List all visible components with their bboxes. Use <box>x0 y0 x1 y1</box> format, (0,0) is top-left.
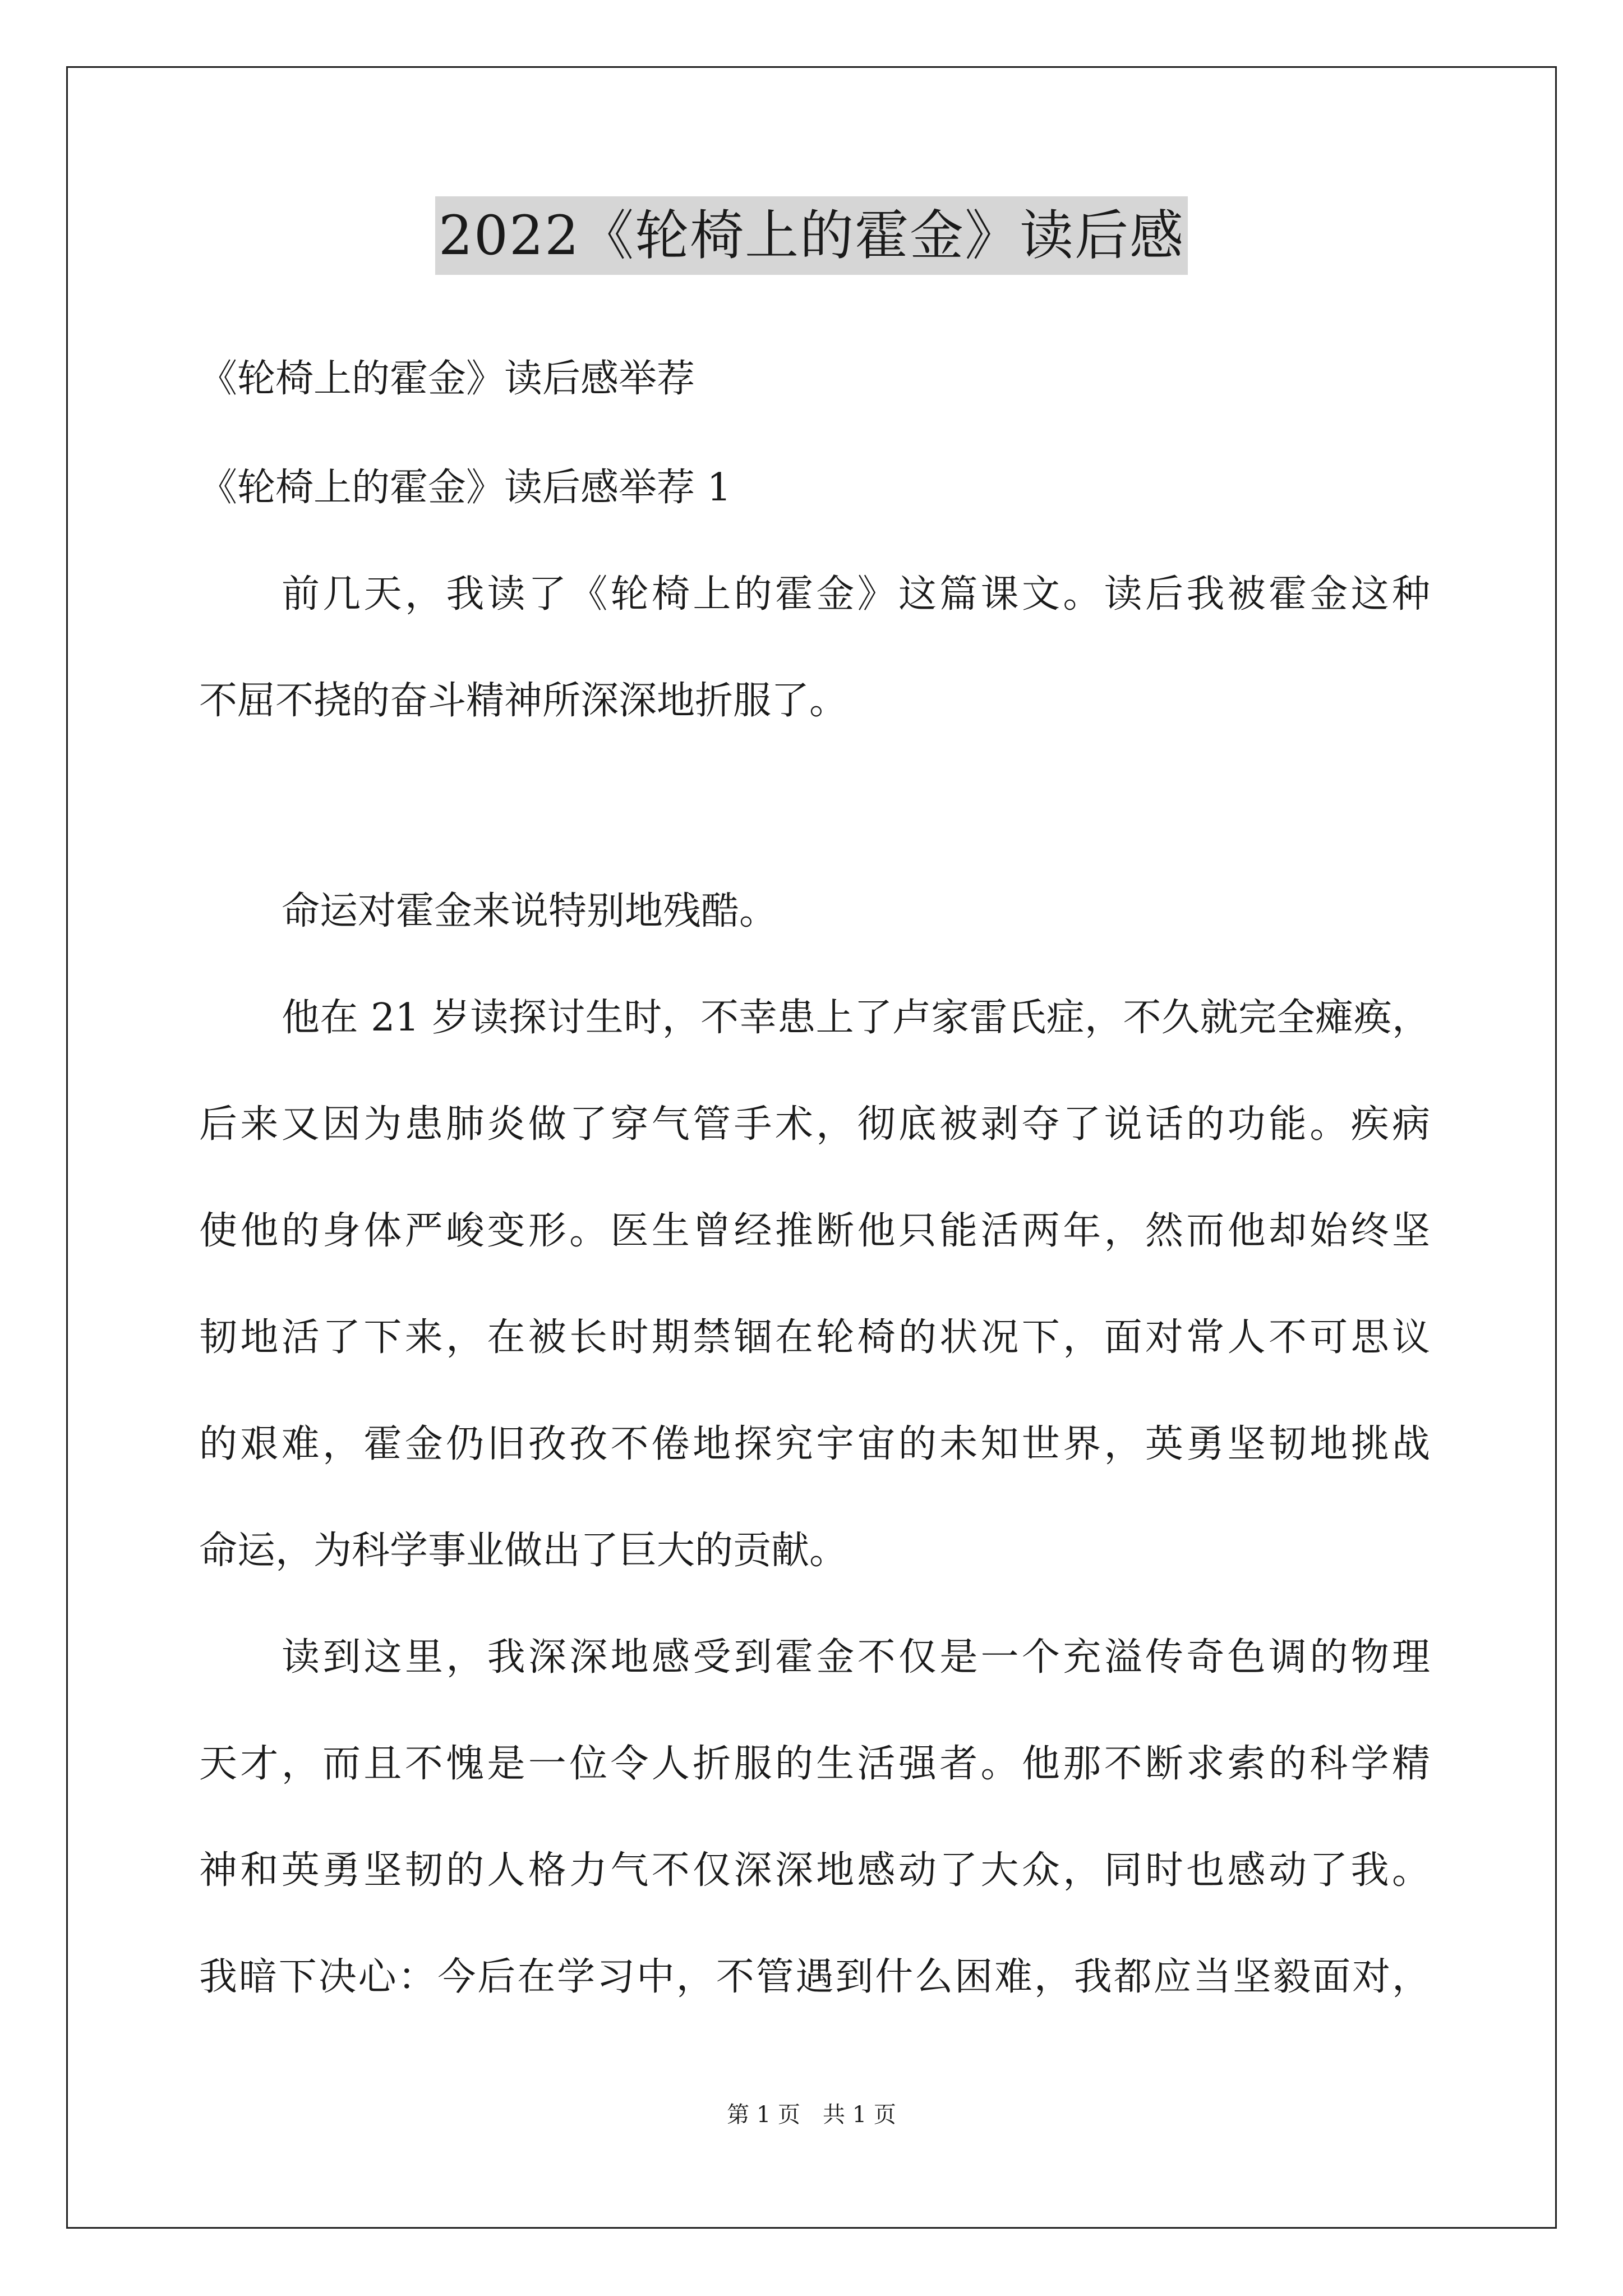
paragraph-line: 前几天，我读了《轮椅上的霍金》这篇课文。读后我被霍金这种 <box>282 572 1430 616</box>
paragraph-line: 命运，为科学事业做出了巨大的贡献。 <box>199 1529 848 1573</box>
paragraph-line: 神和英勇坚韧的人格力气不仅深深地感动了大众，同时也感动了我。 <box>199 1848 1430 1893</box>
paragraph-line: 韧地活了下来，在被长时期禁锢在轮椅的状况下，面对常人不可思议 <box>199 1315 1430 1360</box>
subtitle-line: 《轮椅上的霍金》读后感举荐 1 <box>199 466 731 510</box>
paragraph-line: 我暗下决心：今后在学习中，不管遇到什么困难，我都应当坚毅面对， <box>199 1955 1430 1999</box>
subtitle-line: 《轮椅上的霍金》读后感举荐 <box>199 357 695 401</box>
paragraph-line: 后来又因为患肺炎做了穿气管手术，彻底被剥夺了说话的功能。疾病 <box>199 1102 1430 1147</box>
paragraph-line: 不屈不挠的奋斗精神所深深地折服了。 <box>199 679 848 723</box>
title-container <box>0 196 1623 275</box>
paragraph-line: 他在 21 岁读探讨生时，不幸患上了卢家雷氏症，不久就完全瘫痪， <box>282 996 1430 1040</box>
paragraph-line: 读到这里，我深深地感受到霍金不仅是一个充溢传奇色调的物理 <box>282 1635 1430 1680</box>
paragraph-line: 命运对霍金来说特别地残酷。 <box>282 889 778 933</box>
page-footer: 第 1 页 共 1 页 <box>727 2102 896 2128</box>
document-title: 2022《轮椅上的霍金》读后感 <box>435 196 1188 275</box>
paragraph-line: 使他的身体严峻变形。医生曾经推断他只能活两年，然而他却始终坚 <box>199 1209 1430 1253</box>
paragraph-line: 天才，而且不愧是一位令人折服的生活强者。他那不断求索的科学精 <box>199 1742 1430 1786</box>
paragraph-line: 的艰难，霍金仍旧孜孜不倦地探究宇宙的未知世界，英勇坚韧地挑战 <box>199 1422 1430 1466</box>
